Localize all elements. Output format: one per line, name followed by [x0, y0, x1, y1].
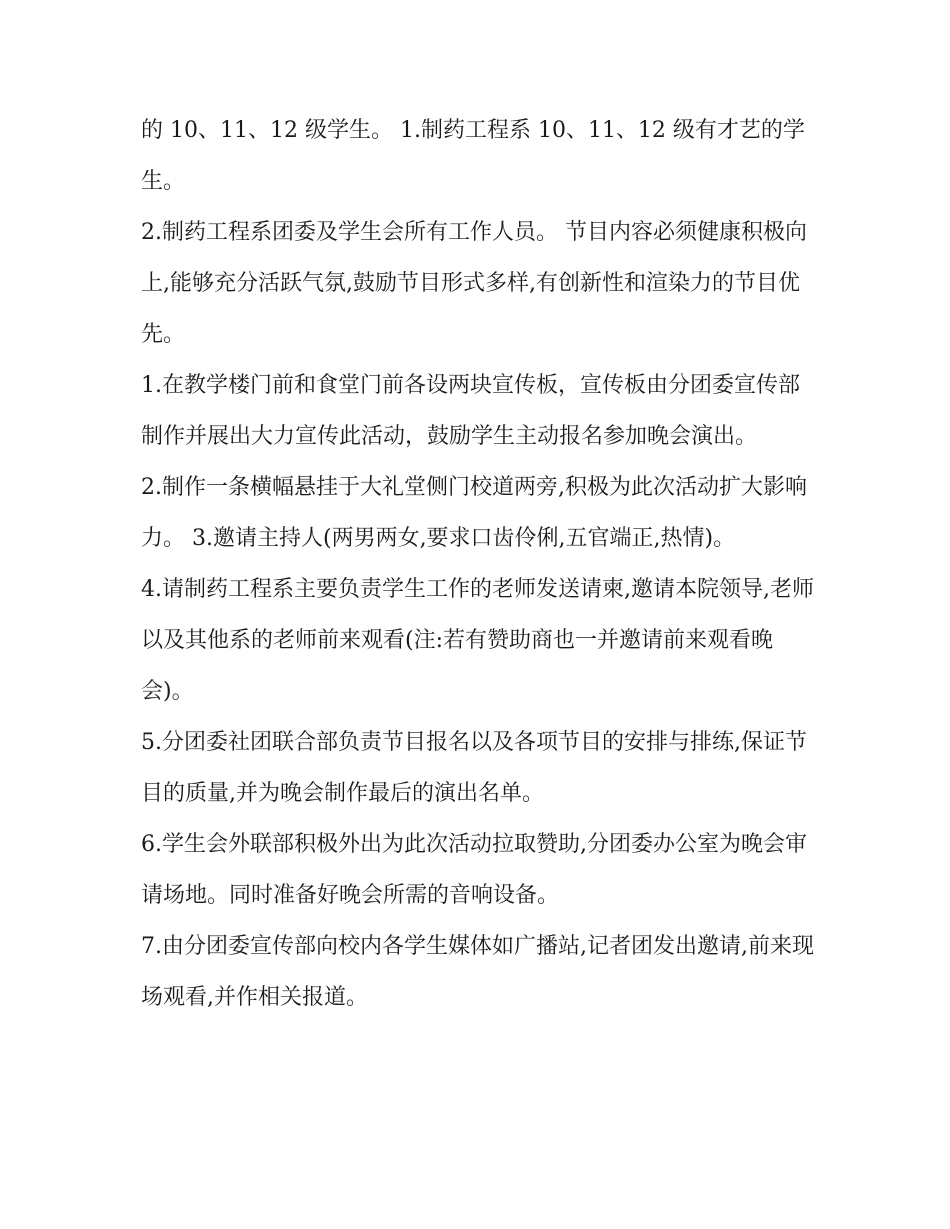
paragraph-media-coverage: 7.由分团委宣传部向校内各学生媒体如广播站,记者团发出邀请,前来现场观看,并作相关报道。	[141, 934, 814, 1010]
paragraph-promotion-boards: 1.在教学楼门前和食堂门前各设两块宣传板，宣传板由分团委宣传部制作并展出大力宣传此活动，鼓励学生主动报名参加晚会演出。	[141, 373, 800, 449]
paragraph-staff-and-content: 2.制药工程系团委及学生会所有工作人员。 节目内容必须健康积极向上,能够充分活跃气氛,鼓励节目形式多样,有创新性和渲染力的节目优先。	[141, 220, 807, 347]
paragraph-participants: 的 10、11、12 级学生。 1.制药工程系 10、11、12 级有才艺的学生。	[141, 118, 805, 194]
document-body	[141, 105, 821, 1023]
paragraph-sponsorship-and-venue: 6.学生会外联部积极外出为此次活动拉取赞助,分团委办公室为晚会审请场地。同时准备好晚会所需的音响设备。	[141, 832, 807, 908]
paragraph-program-arrangement: 5.分团委社团联合部负责节目报名以及各项节目的安排与排练,保证节目的质量,并为晚会制作最后的演出名单。	[141, 730, 807, 806]
paragraph-invitations: 4.请制药工程系主要负责学生工作的老师发送请柬,邀请本院领导,老师以及其他系的老师前来观看(注:若有赞助商也一并邀请前来观看晚会)。	[141, 577, 814, 704]
paragraph-banner-and-hosts: 2.制作一条横幅悬挂于大礼堂侧门校道两旁,积极为此次活动扩大影响力。 3.邀请主持人(两男两女,要求口齿伶俐,五官端正,热情)。	[141, 475, 807, 551]
